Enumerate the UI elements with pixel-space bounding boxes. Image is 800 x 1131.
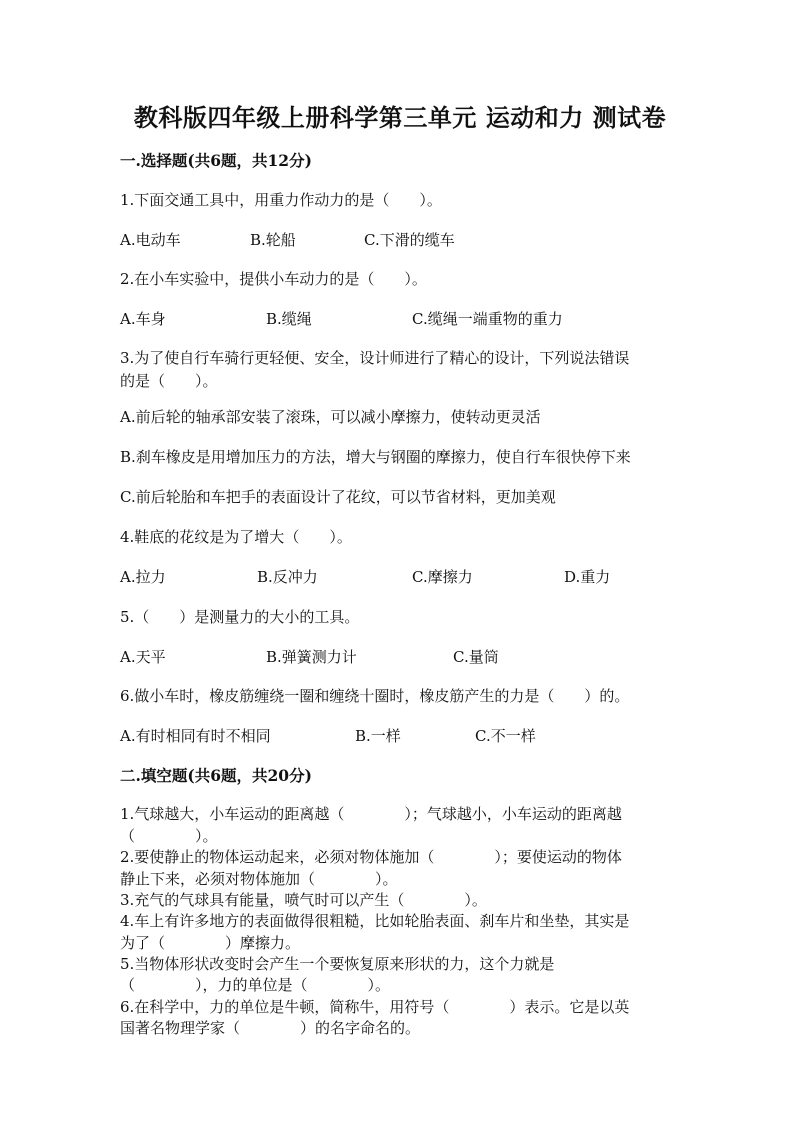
page-title: 教科版四年级上册科学第三单元 运动和力 测试卷 (133, 103, 667, 132)
fill-line-5: 3.充气的气球具有能量，喷气时可以产生（ ）。 (120, 891, 487, 909)
question-3-line-1: 3.为了使自行车骑行更轻便、安全，设计师进行了精心的设计，下列说法错误 (120, 349, 630, 367)
question-1-option-c: C.下滑的缆车 (364, 231, 455, 249)
question-2-option-a: A.车身 (120, 310, 166, 328)
fill-line-1: 1.气球越大，小车运动的距离越（ ）；气球越小，小车运动的距离越 (120, 805, 622, 823)
question-5-option-a: A.天平 (120, 648, 166, 666)
question-4-option-a: A.拉力 (120, 568, 166, 586)
fill-line-6: 4.车上有许多地方的表面做得很粗糙，比如轮胎表面、刹车片和坐垫，其实是 (120, 912, 630, 930)
fill-line-11: 国著名物理学家（ ）的名字命名的。 (120, 1019, 421, 1037)
fill-line-9: （ ），力的单位是（ ）。 (120, 976, 391, 994)
fill-line-7: 为了（ ）摩擦力。 (120, 934, 301, 952)
question-2-option-c: C.缆绳一端重物的重力 (412, 310, 563, 328)
fill-line-8: 5.当物体形状改变时会产生一个要恢复原来形状的力，这个力就是 (120, 955, 555, 973)
section-heading-fill: 二.填空题(共6题，共20分) (120, 766, 312, 785)
fill-line-2: （ ）。 (120, 827, 218, 845)
question-4-option-d: D.重力 (564, 568, 611, 586)
question-4-option-b: B.反冲力 (257, 568, 318, 586)
question-4: 4.鞋底的花纹是为了增大（ ）。 (120, 528, 352, 546)
question-6-option-a: A.有时相同有时不相同 (120, 727, 271, 745)
question-2-option-b: B.缆绳 (266, 310, 312, 328)
question-3-option-c: C.前后轮胎和车把手的表面设计了花纹，可以节省材料，更加美观 (120, 488, 556, 506)
question-3-option-b: B.刹车橡皮是用增加压力的方法，增大与钢圈的摩擦力，使自行车很快停下来 (120, 448, 631, 466)
question-5: 5.（ ）是测量力的大小的工具。 (120, 608, 360, 626)
question-5-option-c: C.量筒 (453, 648, 499, 666)
question-1-option-a: A.电动车 (120, 231, 181, 249)
question-2: 2.在小车实验中，提供小车动力的是（ ）。 (120, 270, 427, 288)
section-heading-choice: 一.选择题(共6题，共12分) (120, 151, 312, 170)
question-1: 1.下面交通工具中，用重力作动力的是（ ）。 (120, 191, 442, 209)
question-4-option-c: C.摩擦力 (412, 568, 473, 586)
question-6-option-c: C.不一样 (475, 727, 536, 745)
fill-line-10: 6.在科学中，力的单位是牛顿，简称牛，用符号（ ）表示。它是以英 (120, 998, 630, 1016)
question-6-option-b: B.一样 (355, 727, 401, 745)
question-1-option-b: B.轮船 (250, 231, 296, 249)
fill-line-4: 静止下来，必须对物体施加（ ）。 (120, 870, 398, 888)
question-5-option-b: B.弹簧测力计 (266, 648, 357, 666)
question-3-line-2: 的是（ ）。 (120, 372, 218, 390)
fill-line-3: 2.要使静止的物体运动起来，必须对物体施加（ ）；要使运动的物体 (120, 848, 622, 866)
question-3-option-a: A.前后轮的轴承部安装了滚珠，可以减小摩擦力，使转动更灵活 (120, 408, 541, 426)
question-6: 6.做小车时，橡皮筋缠绕一圈和缠绕十圈时，橡皮筋产生的力是（ ）的。 (120, 687, 630, 705)
